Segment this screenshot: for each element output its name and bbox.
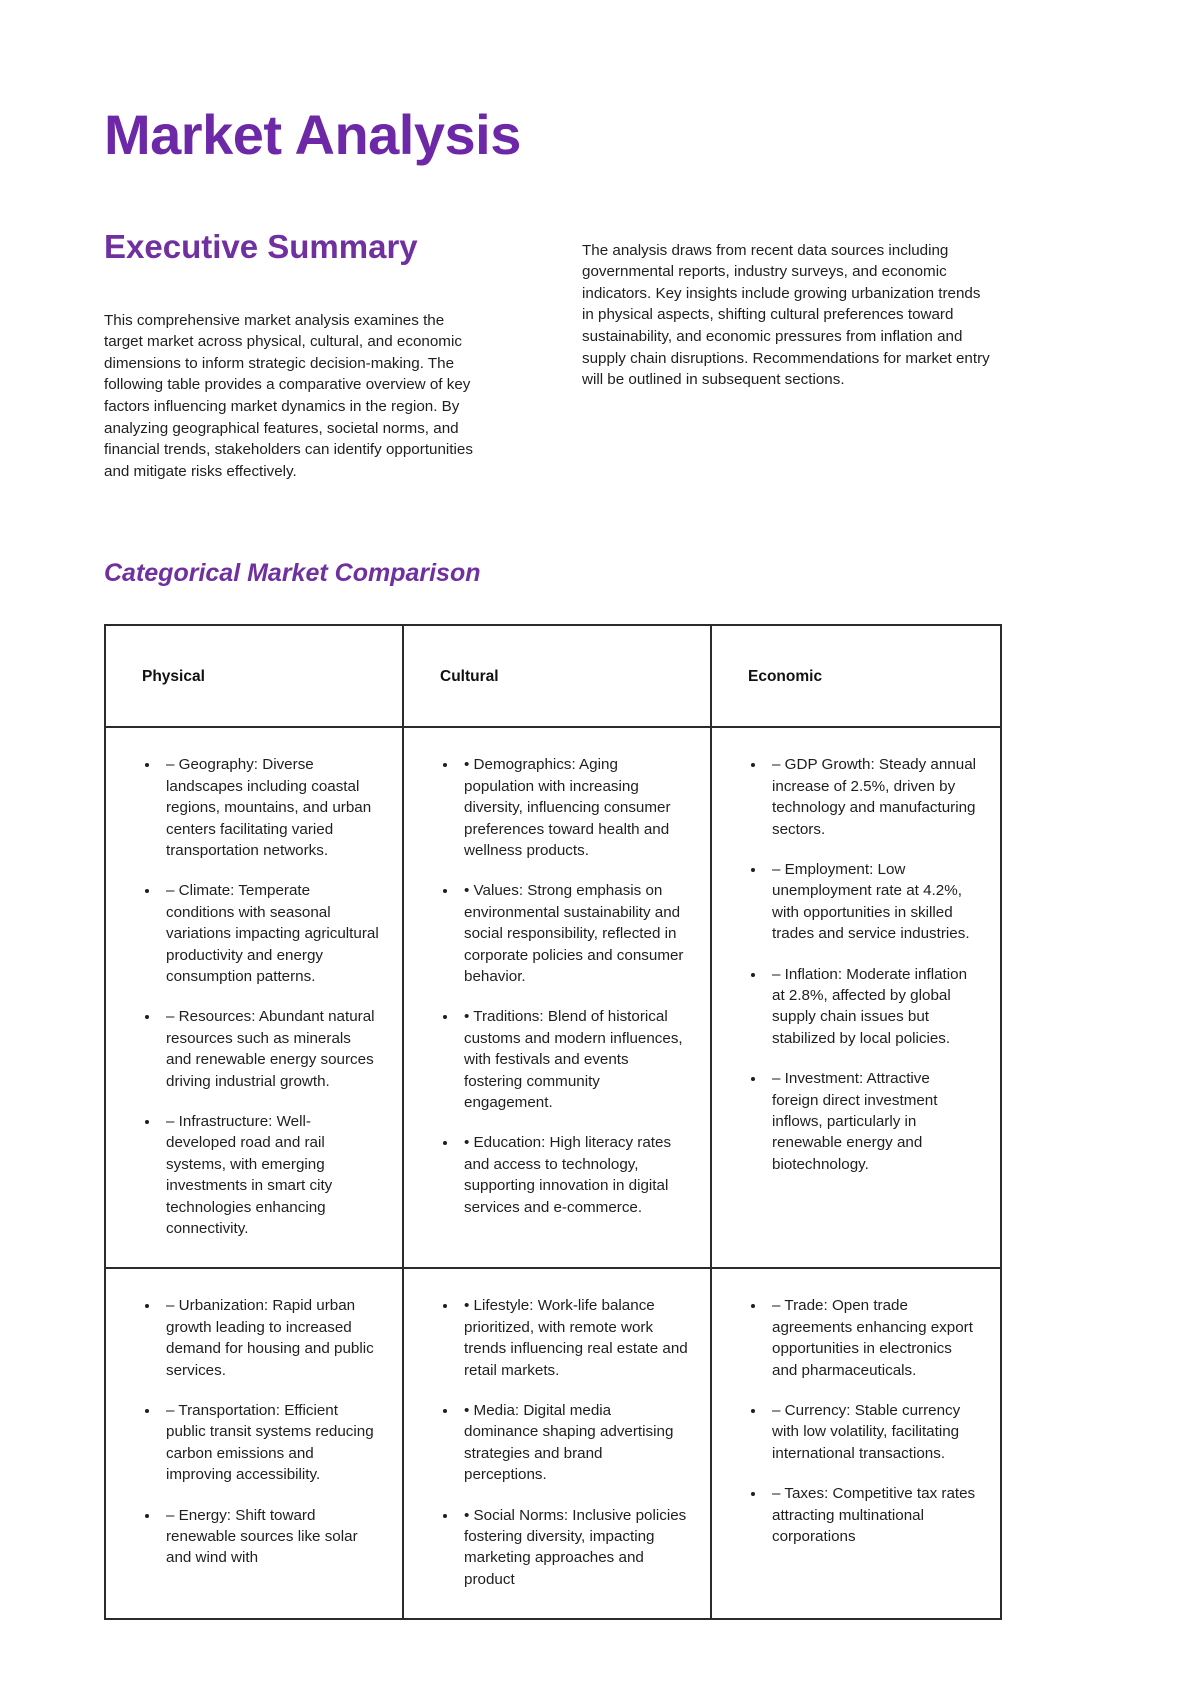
summary-left-column bbox=[104, 228, 504, 483]
table-body bbox=[105, 727, 1001, 1619]
list-item: • – Resources: Abundant natural resources such as minerals and renewable energy sources driving industrial growth. bbox=[160, 1006, 380, 1092]
table-cell-economic-1 bbox=[711, 727, 1001, 1268]
list-item: • – Investment: Attractive foreign direct investment inflows, particularly in renewable energy and biotechnology. bbox=[766, 1068, 978, 1175]
list-item: • – Infrastructure: Well-developed road and rail systems, with emerging investments in smart city technologies enhancing connectivity. bbox=[160, 1111, 380, 1239]
table-cell-cultural-2 bbox=[403, 1268, 711, 1619]
list-item: • – Employment: Low unemployment rate at 4.2%, with opportunities in skilled trades and service industries. bbox=[766, 859, 978, 945]
list-item: • – Trade: Open trade agreements enhancing export opportunities in electronics and pharmaceuticals. bbox=[766, 1295, 978, 1381]
table-cell-economic-2 bbox=[711, 1268, 1001, 1619]
list-item: • • Education: High literacy rates and access to technology, supporting innovation in digital services and e-commerce. bbox=[458, 1132, 688, 1218]
executive-summary-paragraph-left: This comprehensive market analysis examines the target market across physical, cultural, and economic dimensions to inform strategic decision-making. The following table provides a comparative overview of key factors influencing market dynamics in the region. By analyzing geographical features, societal norms, and financial trends, stakeholders can identify opportunities and mitigate risks effectively. bbox=[104, 311, 473, 480]
table-header bbox=[105, 625, 1001, 727]
bullet-list bbox=[132, 1295, 380, 1568]
list-item: • – Urbanization: Rapid urban growth leading to increased demand for housing and public services. bbox=[160, 1295, 380, 1381]
column-header-economic: Economic bbox=[711, 625, 1001, 727]
categorical-market-comparison-table bbox=[104, 624, 1002, 1620]
list-item: • • Lifestyle: Work-life balance prioritized, with remote work trends influencing real estate and retail markets. bbox=[458, 1295, 688, 1381]
bullet-list bbox=[738, 1295, 978, 1547]
table-cell-cultural-1 bbox=[403, 727, 711, 1268]
list-item: • – Geography: Diverse landscapes including coastal regions, mountains, and urban centers facilitating varied transportation networks. bbox=[160, 754, 380, 861]
list-item: • – Climate: Temperate conditions with seasonal variations impacting agricultural productivity and energy consumption patterns. bbox=[160, 880, 380, 987]
list-item: • – GDP Growth: Steady annual increase of 2.5%, driven by technology and manufacturing sectors. bbox=[766, 754, 978, 840]
list-item: • – Taxes: Competitive tax rates attracting multinational corporations bbox=[766, 1483, 978, 1547]
table-cell-physical-1 bbox=[105, 727, 403, 1268]
list-item: • • Social Norms: Inclusive policies fostering diversity, impacting marketing approaches and product bbox=[458, 1505, 688, 1591]
list-item: • • Traditions: Blend of historical customs and modern influences, with festivals and events fostering community engagement. bbox=[458, 1006, 688, 1113]
summary-right-column bbox=[582, 228, 994, 391]
list-item: • • Values: Strong emphasis on environmental sustainability and social responsibility, reflected in corporate policies and consumer behavior. bbox=[458, 880, 688, 987]
executive-summary-paragraph-right: The analysis draws from recent data sources including governmental reports, industry surveys, and economic indicators. Key insights include growing urbanization trends in physical aspects, shifting cultural preferences toward sustainability, and economic pressures from inflation and supply chain disruptions. Recommendations for market entry will be outlined in subsequent sections. bbox=[582, 241, 990, 389]
executive-summary-section bbox=[104, 228, 1096, 483]
list-item: • – Energy: Shift toward renewable sources like solar and wind with bbox=[160, 1505, 380, 1569]
bullet-list bbox=[738, 754, 978, 1175]
column-header-cultural: Cultural bbox=[403, 625, 711, 727]
page-title: Market Analysis bbox=[104, 103, 521, 166]
table-row bbox=[105, 1268, 1001, 1619]
table-row bbox=[105, 727, 1001, 1268]
bullet-list bbox=[430, 754, 688, 1218]
table-header-row bbox=[105, 625, 1001, 727]
column-header-physical: Physical bbox=[105, 625, 403, 727]
list-item: • – Inflation: Moderate inflation at 2.8%, affected by global supply chain issues but stabilized by local policies. bbox=[766, 964, 978, 1050]
list-item: • – Transportation: Efficient public transit systems reducing carbon emissions and improving accessibility. bbox=[160, 1400, 380, 1486]
table-cell-physical-2 bbox=[105, 1268, 403, 1619]
bullet-list bbox=[430, 1295, 688, 1590]
comparison-table-heading: Categorical Market Comparison bbox=[104, 559, 481, 588]
list-item: • • Media: Digital media dominance shaping advertising strategies and brand perceptions. bbox=[458, 1400, 688, 1486]
list-item: • – Currency: Stable currency with low volatility, facilitating international transactions. bbox=[766, 1400, 978, 1464]
bullet-list bbox=[132, 754, 380, 1239]
list-item: • • Demographics: Aging population with increasing diversity, influencing consumer preferences toward health and wellness products. bbox=[458, 754, 688, 861]
executive-summary-heading: Executive Summary bbox=[104, 227, 418, 265]
